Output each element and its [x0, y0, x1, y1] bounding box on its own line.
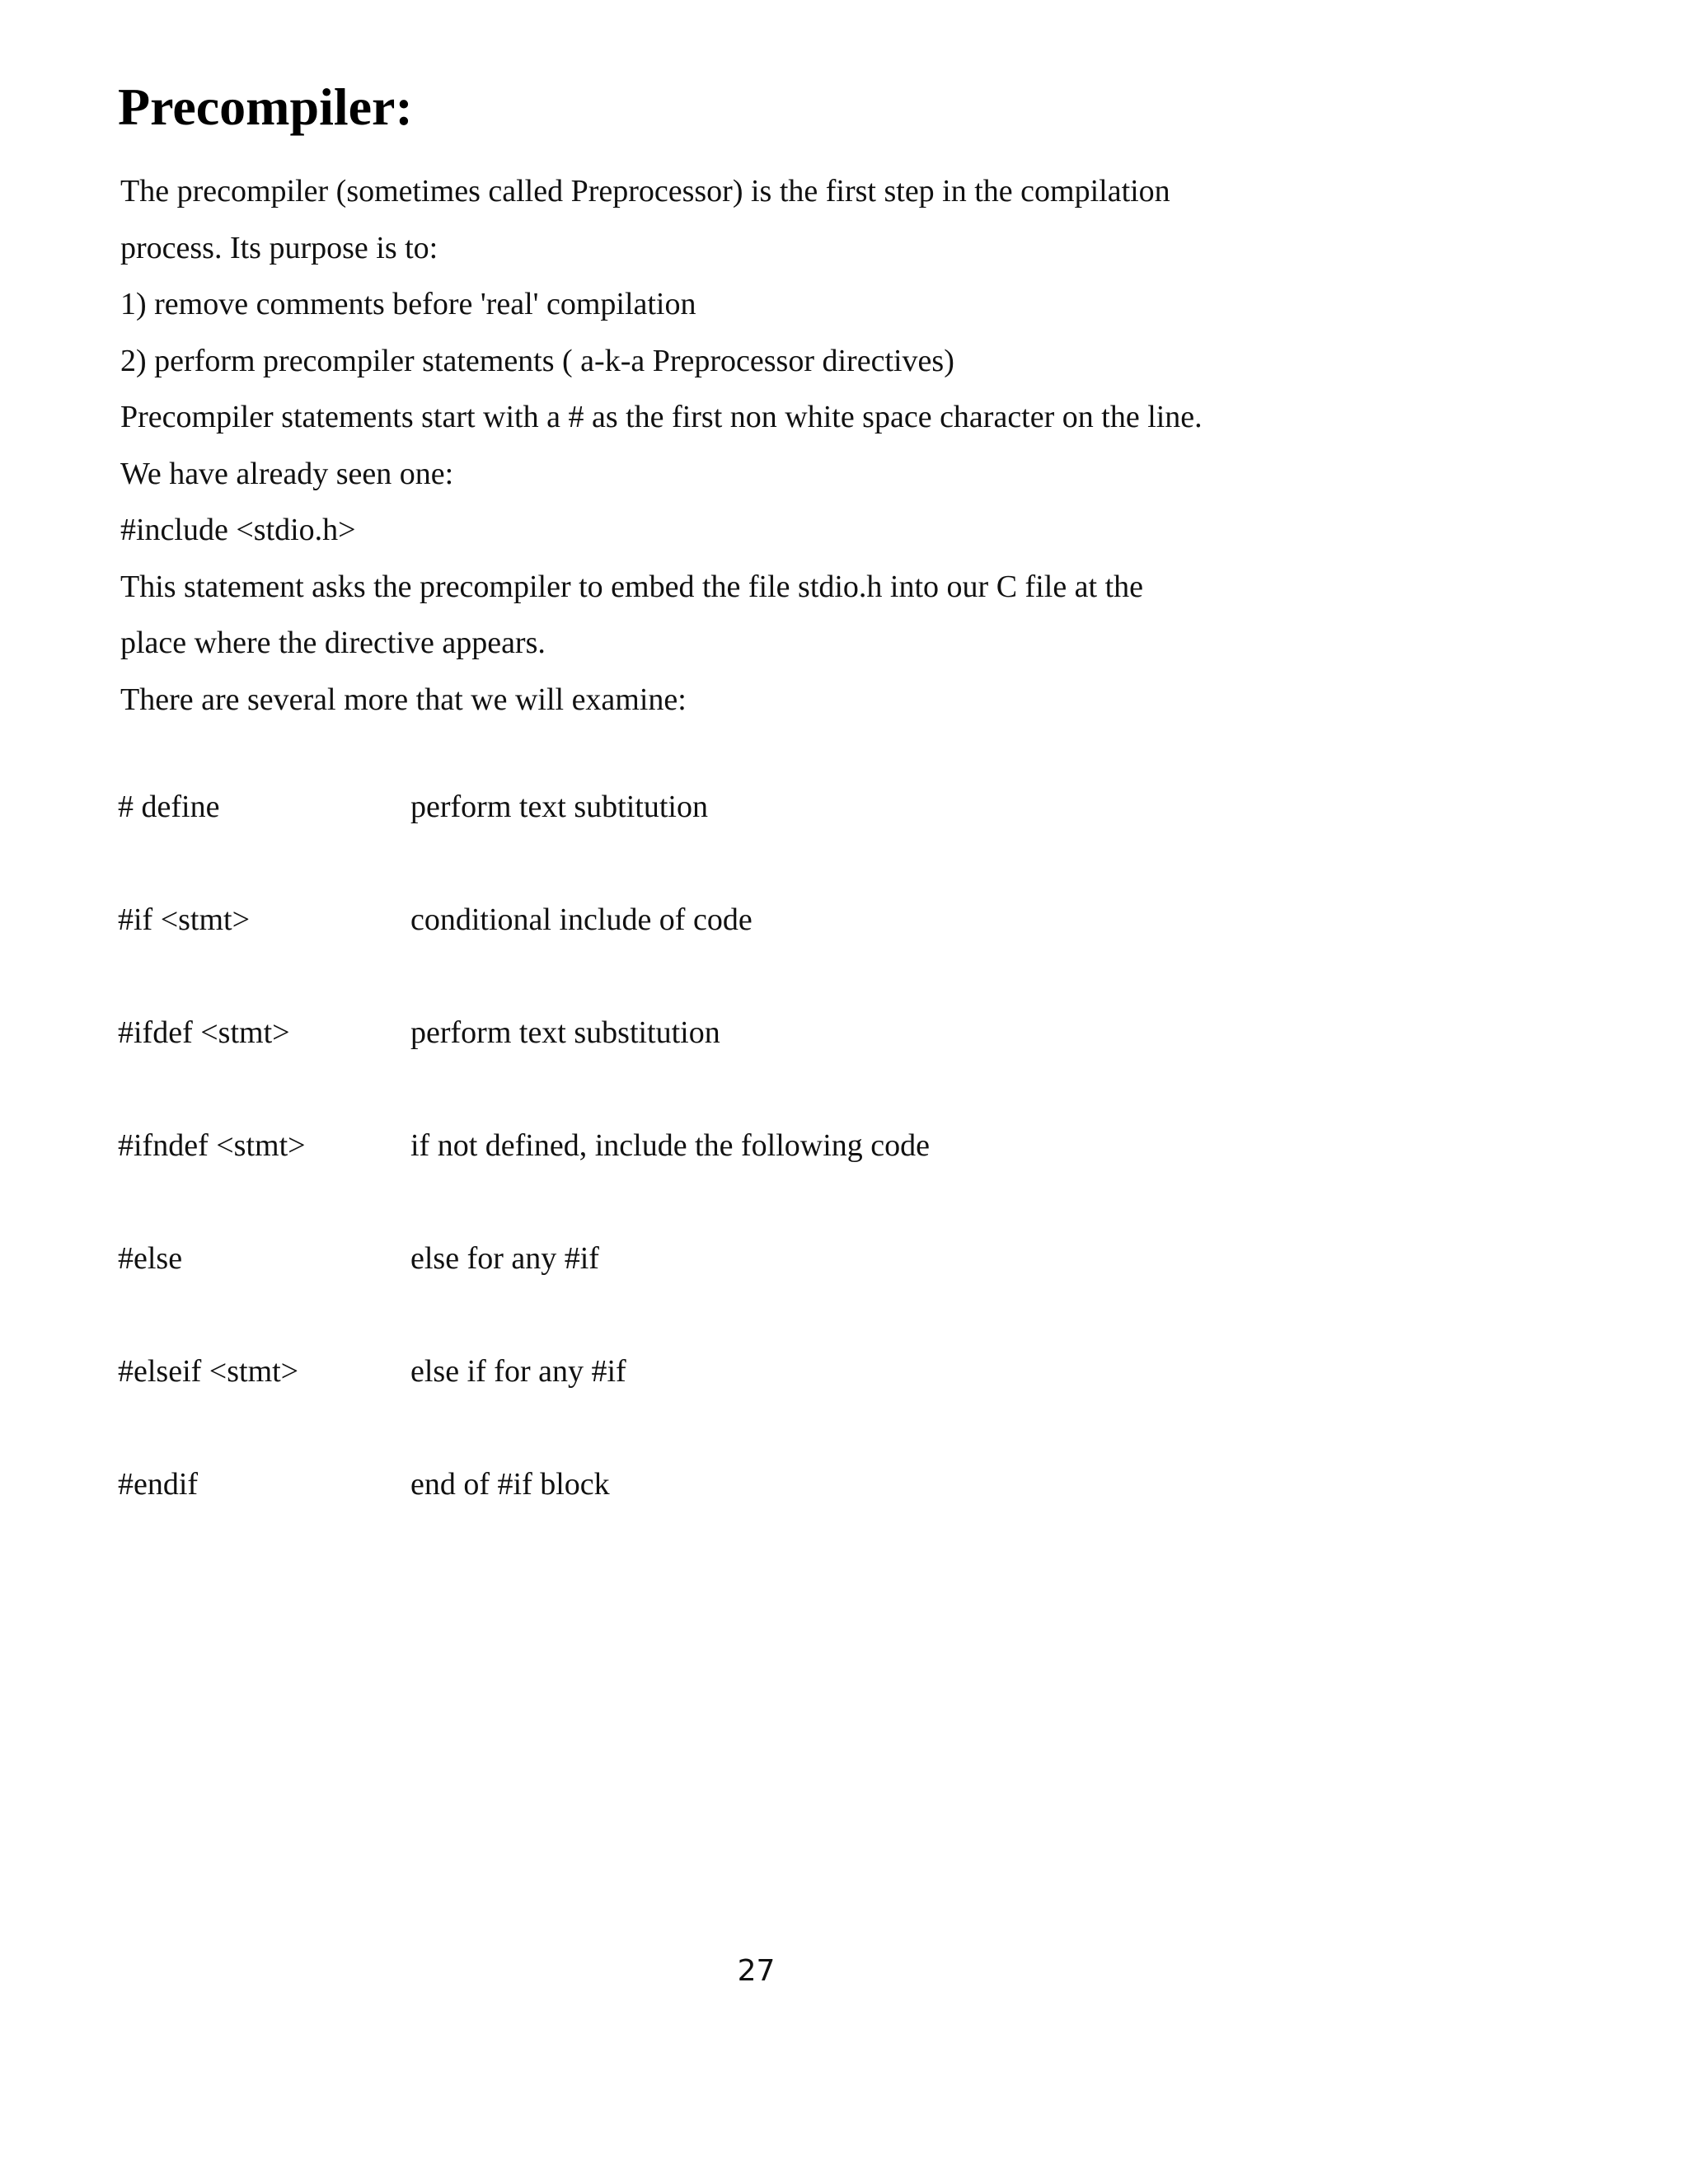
directive-name: #else	[118, 1241, 183, 1276]
paragraph-line: place where the directive appears.	[120, 626, 546, 660]
paragraph-line: This statement asks the precompiler to embed the file stdio.h into our C file at the	[120, 569, 1144, 604]
directive-row	[118, 1352, 1519, 1465]
paragraph-line: We have already seen one:	[120, 456, 454, 491]
directive-name: #if <stmt>	[118, 902, 251, 937]
page-number: 27	[737, 1954, 776, 1988]
directive-description: perform text subtitution	[410, 790, 708, 824]
paragraph-line: Precompiler statements start with a # as the first non white space character on the line.	[120, 400, 1203, 434]
paragraph-line: #include <stdio.h>	[120, 513, 356, 547]
directive-row	[118, 787, 1519, 900]
directive-name: #endif	[118, 1467, 199, 1502]
directive-name: #ifdef <stmt>	[118, 1015, 290, 1050]
directive-row	[118, 1013, 1519, 1126]
paragraph-line: process. Its purpose is to:	[120, 230, 438, 265]
page-title: Precompiler:	[118, 77, 413, 136]
paragraph-line: 1) remove comments before 'real' compilation	[120, 287, 696, 321]
paragraph-line: 2) perform precompiler statements ( a-k-a Preprocessor directives)	[120, 343, 954, 378]
directive-description: if not defined, include the following code	[410, 1128, 930, 1163]
directive-description: conditional include of code	[410, 902, 753, 937]
directive-name: #elseif <stmt>	[118, 1354, 299, 1389]
directive-row	[118, 1239, 1519, 1352]
directive-description: else for any #if	[410, 1241, 599, 1276]
directive-row	[118, 1465, 1519, 1577]
paragraph-line: There are several more that we will examine:	[120, 682, 687, 717]
directive-row	[118, 1126, 1519, 1239]
directive-description: else if for any #if	[410, 1354, 626, 1389]
directive-description: end of #if block	[410, 1467, 610, 1502]
directive-row	[118, 900, 1519, 1013]
body-paragraph	[120, 163, 1522, 728]
directive-list	[118, 787, 1519, 1577]
directive-name: #ifndef <stmt>	[118, 1128, 306, 1163]
directive-name: # define	[118, 790, 220, 824]
directive-description: perform text substitution	[410, 1015, 720, 1050]
paragraph-line: The precompiler (sometimes called Preprocessor) is the first step in the compilation	[120, 174, 1170, 209]
